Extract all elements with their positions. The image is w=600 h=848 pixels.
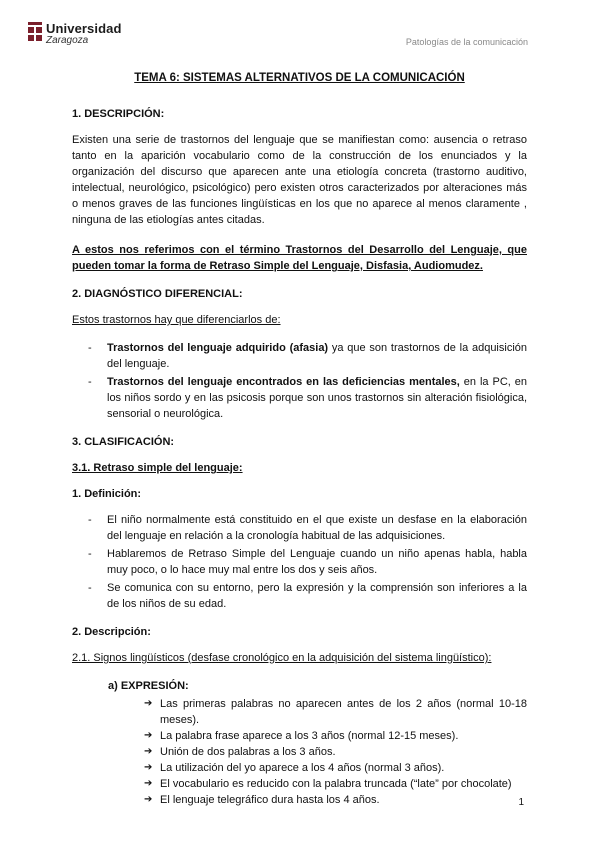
list-item-bold: Trastornos del lenguaje adquirido (afasia) — [107, 342, 329, 354]
list-item: ➔ El vocabulario es reducido con la palabra truncada (“late” por chocolate) — [144, 776, 527, 792]
list-item: - Se comunica con su entorno, pero la expresión y la comprensión son inferiores a la de los niños de su edad. — [72, 580, 527, 612]
expression-heading: a) EXPRESIÓN: — [108, 680, 189, 692]
list-item: - El niño normalmente está constituido en el que existe un desfase en la elaboración del lenguaje en relación a la cronología habitual de las adquisiciones. — [72, 512, 527, 544]
document-body — [72, 70, 527, 808]
university-logo — [28, 22, 122, 46]
list-item-bold: Trastornos del lenguaje encontrados en las deficiencias mentales, — [107, 376, 460, 388]
page-number: 1 — [518, 797, 524, 808]
logo-name: Universidad — [46, 21, 122, 36]
list-item: - Hablaremos de Retraso Simple del Lenguaje cuando un niño apenas habla, habla muy poco, o lo hace muy mal entre los dos y seis años. — [72, 546, 527, 578]
list-item: ➔ Las primeras palabras no aparecen antes de los 2 años (normal 10-18 meses). — [144, 696, 527, 728]
subject-header: Patologías de la comunicación — [405, 37, 528, 47]
differential-list — [72, 340, 527, 422]
section-2-heading: 2. DIAGNÓSTICO DIFERENCIAL: — [72, 288, 243, 300]
list-item: ➔ La palabra frase aparece a los 3 años (normal 12-15 meses). — [144, 728, 527, 744]
list-item-text: en la PC, en los niños sordo y en las psicosis porque son unos trastornos sin alteración fisiológica, sensorial o neurológica. — [107, 376, 527, 420]
section-1-paragraph: Existen una serie de trastornos del lenguaje que se manifiestan como: ausencia o retraso tanto en la aparición vocabulario como de la construcción de los enunciados y la organización del discurso que aparecen ante una etiología concreta (trastorno auditivo, intelectual, neurológico, psicológico) pero existen otros caracterizados por alteraciones más o menos graves de las funciones lingüísticas en los que no aparece al menos claramente , ninguna de las etiologías antes citadas. — [72, 134, 527, 226]
document-title: TEMA 6: SISTEMAS ALTERNATIVOS DE LA COMUNICACIÓN — [134, 72, 465, 84]
section-1-heading: 1. DESCRIPCIÓN: — [72, 108, 165, 120]
list-item: ➔ Unión de dos palabras a los 3 años. — [144, 744, 527, 760]
section-3-1-heading: 3.1. Retraso simple del lenguaje: — [72, 462, 243, 474]
list-item-text: ya que son trastornos de la adquisición del lenguaje. — [107, 342, 528, 370]
logo-city: Zaragoza — [46, 35, 89, 46]
definition-heading: 1. Definición: — [72, 488, 142, 500]
section-2-intro: Estos trastornos hay que diferenciarlos de: — [72, 314, 281, 326]
section-1-emphasis: A estos nos referimos con el término Trastornos del Desarrollo del Lenguaje, que pueden tomar la forma de Retraso Simple del Lenguaje, Disfasia, Audiomudez. — [72, 244, 527, 272]
crest-icon — [28, 22, 42, 44]
list-item: ➔ El lenguaje telegráfico dura hasta los 4 años. — [144, 792, 527, 808]
section-3-heading: 3. CLASIFICACIÓN: — [72, 436, 175, 448]
definition-list — [72, 512, 527, 612]
list-item — [72, 340, 527, 372]
list-item: ➔ La utilización del yo aparece a los 4 años (normal 3 años). — [144, 760, 527, 776]
description-heading: 2. Descripción: — [72, 626, 151, 638]
signs-heading: 2.1. Signos lingüísticos (desfase cronológico en la adquisición del sistema lingüístico): — [72, 652, 492, 664]
list-item — [72, 374, 527, 422]
expression-list — [72, 696, 527, 808]
